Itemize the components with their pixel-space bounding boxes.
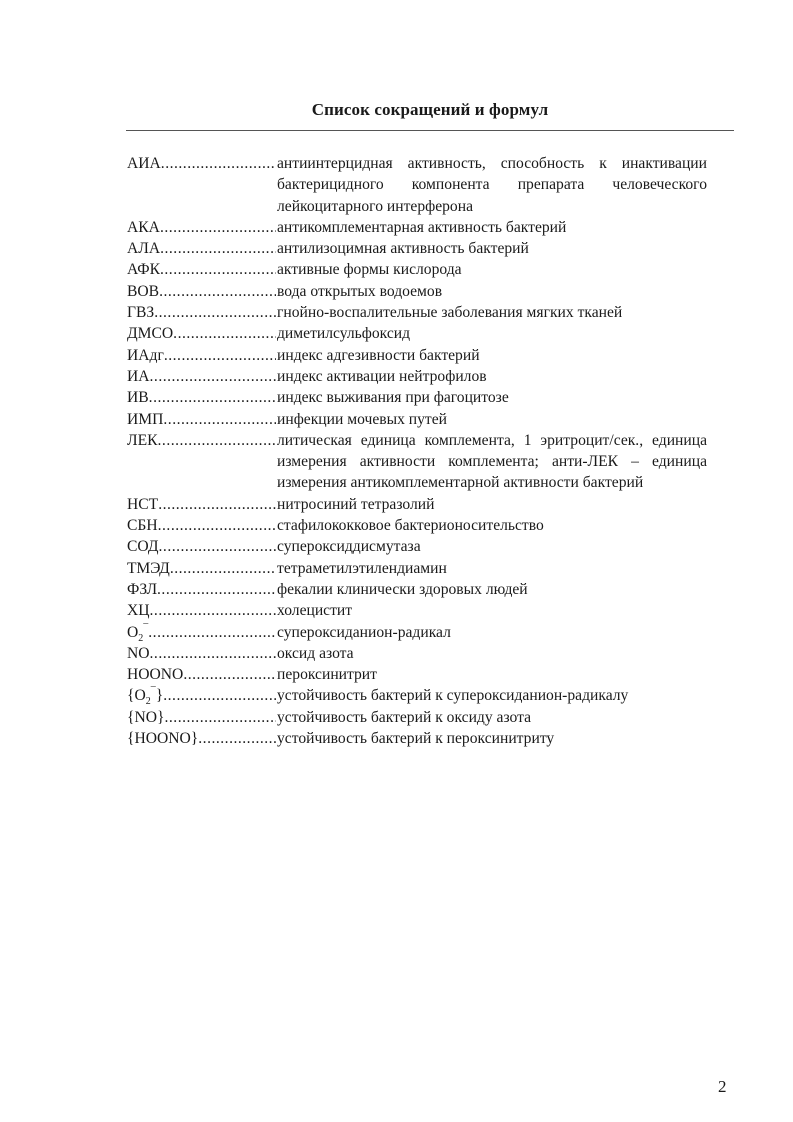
leader-dots — [163, 409, 276, 430]
abbreviation-term-text: ЛЕК — [127, 431, 158, 449]
abbreviation-term-text: NO — [127, 644, 150, 662]
abbreviation-term-text: ТМЭД — [127, 559, 170, 577]
leader-dots — [165, 707, 277, 728]
abbreviation-row — [127, 622, 707, 643]
abbreviation-term-text: ВОВ — [127, 282, 160, 300]
abbreviation-definition: стафилококковое бактерионосительство — [277, 517, 544, 535]
leader-dots — [164, 345, 276, 366]
abbreviation-definition: индекс выживания при фагоцитозе — [277, 389, 509, 407]
abbreviation-term — [127, 366, 276, 387]
abbreviation-term — [127, 536, 276, 557]
abbreviation-term-text: АИА — [127, 155, 161, 172]
abbreviation-term-text: ГВЗ — [127, 304, 155, 322]
abbreviation-definition: супероксиданион-радикал — [277, 623, 451, 641]
abbreviation-definition: устойчивость бактерий к оксиду азота — [277, 708, 532, 726]
title-divider — [126, 130, 734, 131]
leader-dots — [150, 366, 276, 387]
leader-dots — [158, 430, 276, 451]
abbreviation-list — [127, 153, 707, 749]
abbreviation-row — [127, 366, 707, 387]
abbreviation-row — [127, 238, 707, 259]
abbreviation-definition: антиинтерцидная активность, способность к инактивации бактерицидного компонента препарата человеческого лейкоцитарного интерферона — [277, 155, 707, 215]
leader-dots — [159, 536, 276, 557]
abbreviation-definition: инфекции мочевых путей — [277, 410, 448, 428]
abbreviation-definition: фекалии клинически здоровых людей — [277, 580, 528, 598]
abbreviation-term — [127, 515, 276, 536]
abbreviation-term — [127, 579, 276, 600]
abbreviation-term — [127, 345, 276, 366]
leader-dots — [160, 259, 276, 280]
abbreviation-row — [127, 664, 707, 685]
abbreviation-definition: устойчивость бактерий к супероксиданион-радикалу — [277, 687, 629, 705]
abbreviation-row — [127, 153, 707, 217]
abbreviation-term-text: {HOONO} — [127, 730, 199, 748]
leader-dots — [158, 494, 276, 515]
abbreviation-term — [127, 430, 276, 451]
abbreviation-term — [127, 238, 276, 259]
abbreviation-term-text: НСТ — [127, 495, 159, 513]
abbreviation-term-text: ИАдг — [127, 346, 164, 364]
abbreviation-term — [127, 323, 276, 344]
abbreviation-term-text: АКА — [127, 218, 160, 236]
abbreviation-term — [127, 409, 276, 430]
abbreviation-term-text: ДМСО — [127, 325, 174, 343]
leader-dots — [160, 217, 276, 238]
leader-dots — [149, 387, 276, 408]
abbreviation-row — [127, 430, 707, 494]
abbreviation-term — [127, 685, 276, 706]
abbreviation-term-text: ФЗЛ — [127, 580, 158, 598]
abbreviation-row — [127, 536, 707, 557]
abbreviation-row — [127, 515, 707, 536]
abbreviation-term-text: ХЦ — [127, 602, 150, 620]
abbreviation-definition: литическая единица комплемента, 1 эритроцит/сек., единица измерения активности комплемента; анти-ЛЕК – единица измерения антикомплементарной активности бактерий — [277, 431, 707, 492]
leader-dots — [160, 238, 276, 259]
abbreviation-term — [127, 558, 276, 579]
abbreviation-row — [127, 728, 707, 749]
leader-dots — [154, 302, 276, 323]
abbreviation-term-text: ИА — [127, 367, 150, 385]
abbreviation-definition: устойчивость бактерий к пероксинитриту — [277, 730, 555, 748]
abbreviation-definition: антилизоцимная активность бактерий — [277, 240, 529, 258]
abbreviation-definition: холецистит — [277, 602, 353, 620]
abbreviation-row — [127, 281, 707, 302]
abbreviation-term — [127, 728, 276, 749]
leader-dots — [150, 643, 276, 664]
abbreviation-row — [127, 302, 707, 323]
leader-dots — [158, 515, 276, 536]
abbreviation-row — [127, 600, 707, 621]
abbreviation-row — [127, 259, 707, 280]
abbreviation-term-text: HOONO — [127, 666, 184, 684]
abbreviation-row — [127, 217, 707, 238]
abbreviation-row — [127, 579, 707, 600]
abbreviation-row — [127, 323, 707, 344]
abbreviation-term-text: СБН — [127, 517, 158, 535]
abbreviation-term-text: СОД — [127, 538, 159, 556]
abbreviation-row — [127, 685, 707, 706]
leader-dots — [183, 664, 276, 685]
leader-dots — [157, 579, 276, 600]
abbreviation-term — [127, 622, 276, 643]
abbreviation-term-text: $\{O_2^¯\}$ — [127, 686, 164, 707]
abbreviation-definition: антикомплементарная активность бактерий — [277, 218, 567, 236]
abbreviation-definition: вода открытых водоемов — [277, 282, 443, 300]
abbreviation-definition: нитросиний тетразолий — [277, 495, 435, 513]
abbreviation-definition: супероксиддисмутаза — [277, 538, 421, 556]
abbreviation-term — [127, 281, 276, 302]
abbreviation-row — [127, 707, 707, 728]
abbreviation-term — [127, 494, 276, 515]
abbreviation-term-text: ИВ — [127, 389, 149, 407]
leader-dots — [173, 323, 276, 344]
page-title: Список сокращений и формул — [311, 100, 549, 119]
abbreviation-term — [127, 259, 276, 280]
abbreviation-row — [127, 494, 707, 515]
leader-dots — [159, 281, 276, 302]
abbreviation-definition: гнойно-воспалительные заболевания мягких тканей — [277, 304, 623, 322]
leader-dots — [161, 153, 276, 174]
leader-dots — [170, 558, 276, 579]
abbreviation-definition: индекс активации нейтрофилов — [277, 367, 487, 385]
abbreviation-definition: диметилсульфоксид — [277, 325, 411, 343]
abbreviation-row — [127, 643, 707, 664]
abbreviation-term — [127, 664, 276, 685]
abbreviation-term — [127, 302, 276, 323]
abbreviation-term — [127, 153, 276, 174]
abbreviation-definition: активные формы кислорода — [277, 261, 462, 279]
page-number: 2 — [718, 1077, 727, 1096]
abbreviation-term — [127, 387, 276, 408]
abbreviation-term — [127, 217, 276, 238]
abbreviation-term-text: АФК — [127, 261, 160, 279]
leader-dots — [163, 685, 276, 706]
leader-dots — [150, 600, 276, 621]
abbreviation-term-text: {NO} — [127, 708, 165, 726]
abbreviation-definition: тетраметилэтилендиамин — [277, 559, 447, 577]
abbreviation-term-text: $O_2^¯$ — [127, 622, 149, 643]
abbreviation-term — [127, 600, 276, 621]
abbreviation-definition: индекс адгезивности бактерий — [277, 346, 480, 364]
abbreviation-row — [127, 387, 707, 408]
abbreviation-term-text: ИМП — [127, 410, 164, 428]
abbreviation-definition: оксид азота — [277, 644, 354, 662]
abbreviation-term — [127, 643, 276, 664]
abbreviation-row — [127, 409, 707, 430]
abbreviation-row — [127, 345, 707, 366]
abbreviation-term-text: АЛА — [127, 240, 161, 258]
abbreviation-row — [127, 558, 707, 579]
leader-dots — [148, 622, 276, 643]
abbreviation-term — [127, 707, 276, 728]
leader-dots — [198, 728, 276, 749]
abbreviation-definition: пероксинитрит — [277, 666, 377, 684]
